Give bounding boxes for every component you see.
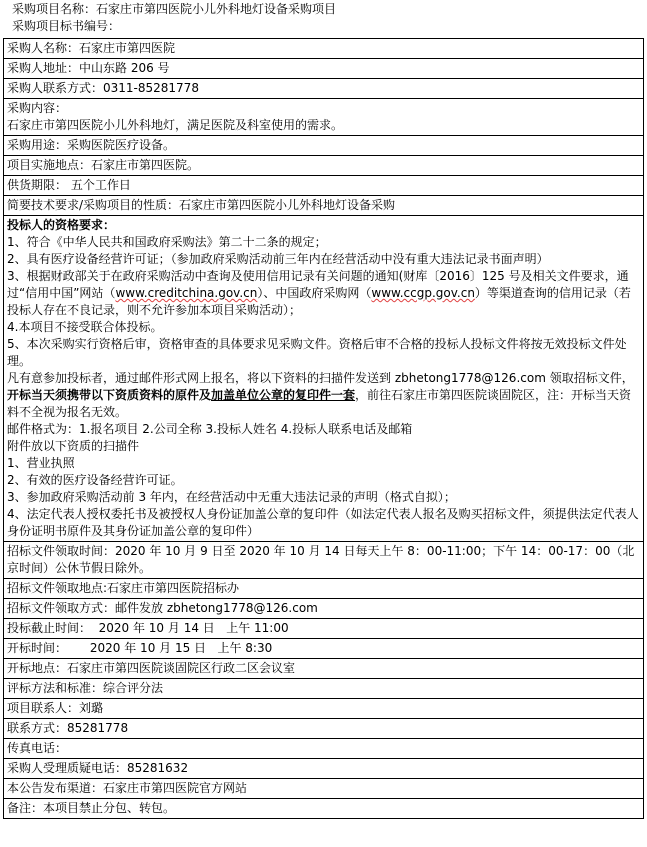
- project-name: 采购项目名称：石家庄市第四医院小儿外科地灯设备采购项目: [12, 2, 337, 16]
- attachment-3: 3、参加政府采购活动前 3 年内，在经营活动中无重大违法记录的声明（格式自拟）；: [7, 490, 456, 504]
- opening-place: 开标地点：石家庄市第四医院谈固院区行政二区会议室: [4, 659, 644, 679]
- qual-item-3-text-b: ）、中国政府采购网（: [257, 286, 372, 300]
- delivery-period: 供货期限： 五个工作日: [4, 176, 644, 196]
- registration-bold-1: 开标当天须携带以下资质资料的原件及: [7, 388, 212, 402]
- content-text: 石家庄市第四医院小儿外科地灯，满足医院及科室使用的需求。: [7, 118, 344, 132]
- purchaser-name: 采购人名称：石家庄市第四医院: [4, 39, 644, 59]
- content-label: 采购内容：: [7, 101, 68, 115]
- qualifications-cell: [4, 216, 644, 542]
- requirements: 简要技术要求/采购项目的性质：石家庄市第四医院小儿外科地灯设备采购: [4, 196, 644, 216]
- contact-phone: 联系方式：85281778: [4, 719, 644, 739]
- announcement-table: [3, 38, 644, 819]
- qual-item-1: 1、符合《中华人民共和国政府采购法》第二十二条的规定；: [7, 235, 327, 249]
- project-contact: 项目联系人：刘璐: [4, 699, 644, 719]
- attachment-title: 附件放以下资质的扫描件: [7, 439, 140, 453]
- qual-item-3: [7, 268, 640, 319]
- purchaser-contact: 采购人联系方式：0311-85281778: [4, 79, 644, 99]
- qual-item-4: 4.本项目不接受联合体投标。: [7, 320, 163, 334]
- doc-collection-time: 招标文件领取时间：2020 年 10 月 9 日至 2020 年 10 月 14 日每天上午 8：00-11:00；下午 14：00-17：00（北京时间）公休节假日除外。: [4, 542, 644, 579]
- registration-email[interactable]: zbhetong1778@126.com: [394, 371, 546, 385]
- publish-channel: 本公告发布渠道：石家庄市第四医院官方网站: [4, 779, 644, 799]
- qual-item-2: 2、具有医疗设备经营许可证；（参加政府采购活动前三年内在经营活动中没有重大违法记录书面声明）: [7, 252, 549, 266]
- qualifications-title: 投标人的资格要求：: [7, 218, 116, 232]
- fax-phone: 传真电话：: [4, 739, 644, 759]
- doc-collection-method: 招标文件领取方式：邮件发放 zbhetong1778@126.com: [4, 599, 644, 619]
- doc-collection-place: 招标文件领取地点:石家庄市第四医院招标办: [4, 579, 644, 599]
- content-cell: [4, 99, 644, 136]
- bid-number: 采购项目标书编号：: [12, 19, 121, 33]
- qual-item-3-text-c: ）等渠道查询的信用记录（若投标人存在不良记录，则不允许参加本项目采购活动）；: [7, 286, 631, 317]
- registration-text-b: 领取招标文件，: [545, 371, 634, 385]
- mail-format: 邮件格式为：1.报名项目 2.公司全称 3.投标人姓名 4.投标人联系电话及邮箱: [7, 422, 413, 436]
- purchaser-address: 采购人地址：中山东路 206 号: [4, 59, 644, 79]
- qual-item-3-text-a: 3、根据财政部关于在政府采购活动中查询及使用信用记录有关问题的通知(财库〔2016〕125 号及相关文件要求，通过“信用中国”网站（: [7, 269, 629, 300]
- complaint-phone: 采购人受理质疑电话：85281632: [4, 759, 644, 779]
- remark: 备注：本项目禁止分包、转包。: [4, 799, 644, 819]
- ccgp-link[interactable]: www.ccgp.gov.cn: [371, 286, 475, 300]
- opening-time: 开标时间： 2020 年 10 月 15 日 上午 8:30: [4, 639, 644, 659]
- attachment-2: 2、有效的医疗设备经营许可证。: [7, 473, 183, 487]
- attachment-1: 1、营业执照: [7, 456, 75, 470]
- registration-text: [7, 370, 640, 421]
- creditchina-link[interactable]: www.creditchina.gov.cn: [115, 286, 258, 300]
- bid-deadline: 投标截止时间： 2020 年 10 月 14 日 上午 11:00: [4, 619, 644, 639]
- evaluation-method: 评标方法和标准：综合评分法: [4, 679, 644, 699]
- location: 项目实施地点：石家庄市第四医院。: [4, 156, 644, 176]
- registration-text-c: ，前往石家庄市第四医院谈固院区，注：开标当天资料不全视为报名无效。: [7, 388, 632, 419]
- qual-item-5: 5、本次采购实行资格后审，资格审查的具体要求见采购文件。资格后审不合格的投标人投标文件将按无效投标文件处理。: [7, 337, 627, 368]
- purpose: 采购用途：采购医院医疗设备。: [4, 136, 644, 156]
- registration-text-a: 凡有意参加投标者，通过邮件形式网上报名，将以下资料的扫描件发送到: [7, 371, 395, 385]
- registration-bold-2: 加盖单位公章的复印件一套: [211, 388, 356, 402]
- attachment-4: 4、法定代表人授权委托书及被授权人身份证加盖公章的复印件（如法定代表人报名及购买招标文件，须提供法定代表人身份证明书原件及其身份证加盖公章的复印件）: [7, 507, 639, 538]
